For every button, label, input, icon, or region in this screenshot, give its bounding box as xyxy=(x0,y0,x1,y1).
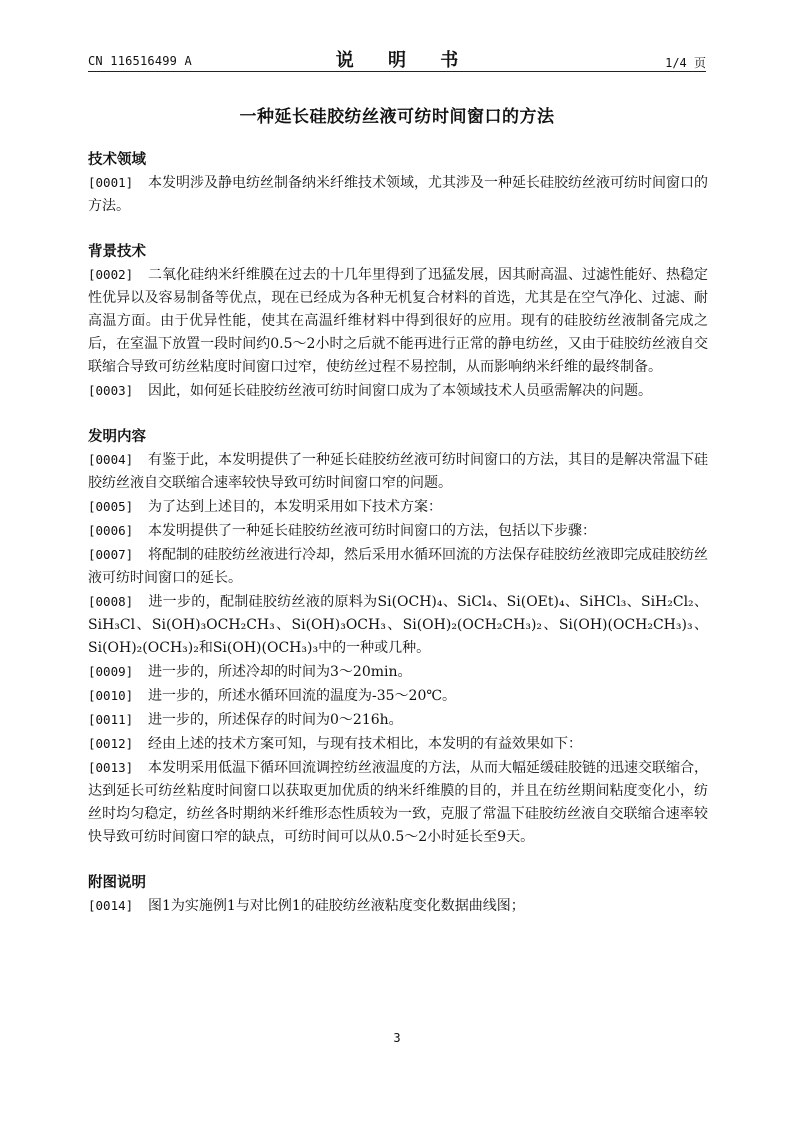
paragraph-text: 进一步的，配制硅胶纺丝液的原料为Si(OCH)₄、SiCl₄、Si(OEt)₄、SiHCl₃、SiH₂Cl₂、SiH₃Cl、Si(OH)₃OCH₂CH₃、Si(OH)₃OCH₃、Si(OH)₂(OCH₂CH₃)₂、Si(OH)(OCH₂CH₃)₃、Si(OH)₂(OCH₃)₂和Si(OH)(OCH₃)₃中的一种或几种。 xyxy=(88,594,708,656)
paragraph-number: [0005] xyxy=(88,499,134,514)
section-gap xyxy=(88,403,708,425)
paragraph-number: [0009] xyxy=(88,664,134,679)
paragraph-text: 有鉴于此，本发明提供了一种延长硅胶纺丝液可纺时间窗口的方法，其目的是解决常温下硅胶纺丝液自交联缩合速率较快导致可纺时间窗口窄的问题。 xyxy=(88,452,708,491)
paragraph-text: 二氧化硅纳米纤维膜在过去的十几年里得到了迅猛发展，因其耐高温、过滤性能好、热稳定性优异以及容易制备等优点，现在已经成为各种无机复合材料的首选，尤其是在空气净化、过滤、耐高温方面。由于优异性能，使其在高温纤维材料中得到很好的应用。现有的硅胶纺丝液制备完成之后，在室温下放置一段时间约0.5～2小时之后就不能再进行正常的静电纺丝，又由于硅胶纺丝液自交联缩合导致可纺丝粘度时间窗口过窄，使纺丝过程不易控制，从而影响纳米纤维的最终制备。 xyxy=(88,267,708,375)
paragraph-number: [0007] xyxy=(88,547,134,562)
paragraph-text: 进一步的，所述保存的时间为0～216h。 xyxy=(148,712,403,728)
document-body xyxy=(88,148,708,918)
paragraph-number: [0014] xyxy=(88,898,134,913)
paragraph-number: [0003] xyxy=(88,383,134,398)
paragraph-0005 xyxy=(88,495,708,519)
document-type: 说 明 书 xyxy=(335,50,473,71)
paragraph-0002 xyxy=(88,263,708,379)
section-gap xyxy=(88,218,708,240)
paragraph-text: 进一步的，所述水循环回流的温度为-35～20℃。 xyxy=(148,688,457,704)
paragraph-text: 因此，如何延长硅胶纺丝液可纺时间窗口成为了本领域技术人员亟需解决的问题。 xyxy=(148,383,652,399)
paragraph-number: [0011] xyxy=(88,712,134,727)
paragraph-0014 xyxy=(88,894,708,918)
paragraph-0013 xyxy=(88,756,708,849)
section-heading-tech-field: 技术领域 xyxy=(88,151,146,168)
paragraph-text: 将配制的硅胶纺丝液进行冷却，然后采用水循环回流的方法保存硅胶纺丝液即完成硅胶纺丝液可纺时间窗口的延长。 xyxy=(88,547,708,586)
paragraph-0001 xyxy=(88,171,708,218)
page-number: 3 xyxy=(393,1031,401,1045)
section-gap xyxy=(88,849,708,871)
paragraph-0011 xyxy=(88,708,708,732)
paragraph-0012 xyxy=(88,732,708,756)
paragraph-0006 xyxy=(88,519,708,543)
paragraph-text: 进一步的，所述冷却的时间为3～20min。 xyxy=(148,664,412,680)
paragraph-text: 本发明采用低温下循环回流调控纺丝液温度的方法，从而大幅延缓硅胶链的迅速交联缩合，达到延长可纺丝粘度时间窗口以获取更加优质的纳米纤维膜的目的，并且在纺丝期间粘度变化小，纺丝时均匀稳定，纺丝各时期纳米纤维形态性质较为一致，克服了常温下硅胶纺丝液自交联缩合速率较快导致可纺时间窗口窄的缺点，可纺时间可以从0.5～2小时延长至9天。 xyxy=(88,760,708,845)
paragraph-0003 xyxy=(88,379,708,403)
paragraph-0009 xyxy=(88,660,708,684)
paragraph-number: [0010] xyxy=(88,688,134,703)
paragraph-number: [0013] xyxy=(88,760,134,775)
paragraph-text: 图1为实施例1与对比例1的硅胶纺丝液粘度变化数据曲线图； xyxy=(148,898,525,914)
paragraph-number: [0008] xyxy=(88,594,134,609)
paragraph-0007 xyxy=(88,543,708,590)
paragraph-text: 本发明提供了一种延长硅胶纺丝液可纺时间窗口的方法，包括以下步骤： xyxy=(148,523,596,539)
paragraph-number: [0001] xyxy=(88,175,134,190)
paragraph-0010 xyxy=(88,684,708,708)
patent-number: CN 116516499 A xyxy=(88,54,192,68)
paragraph-number: [0006] xyxy=(88,523,134,538)
paragraph-text: 为了达到上述目的，本发明采用如下技术方案： xyxy=(148,499,442,515)
paragraph-0008 xyxy=(88,590,708,660)
paragraph-number: [0002] xyxy=(88,267,134,282)
paragraph-number: [0004] xyxy=(88,452,134,467)
header-rule xyxy=(88,71,706,72)
paragraph-text: 经由上述的技术方案可知，与现有技术相比，本发明的有益效果如下： xyxy=(148,736,582,752)
section-heading-figures: 附图说明 xyxy=(88,874,146,891)
page-indicator: 1/4 页 xyxy=(665,56,706,70)
paragraph-text: 本发明涉及静电纺丝制备纳米纤维技术领域，尤其涉及一种延长硅胶纺丝液可纺时间窗口的方法。 xyxy=(88,175,708,214)
section-heading-background: 背景技术 xyxy=(88,243,146,260)
paragraph-0004 xyxy=(88,448,708,495)
document-title: 一种延长硅胶纺丝液可纺时间窗口的方法 xyxy=(239,107,555,127)
paragraph-number: [0012] xyxy=(88,736,134,751)
section-heading-invention: 发明内容 xyxy=(88,428,146,445)
